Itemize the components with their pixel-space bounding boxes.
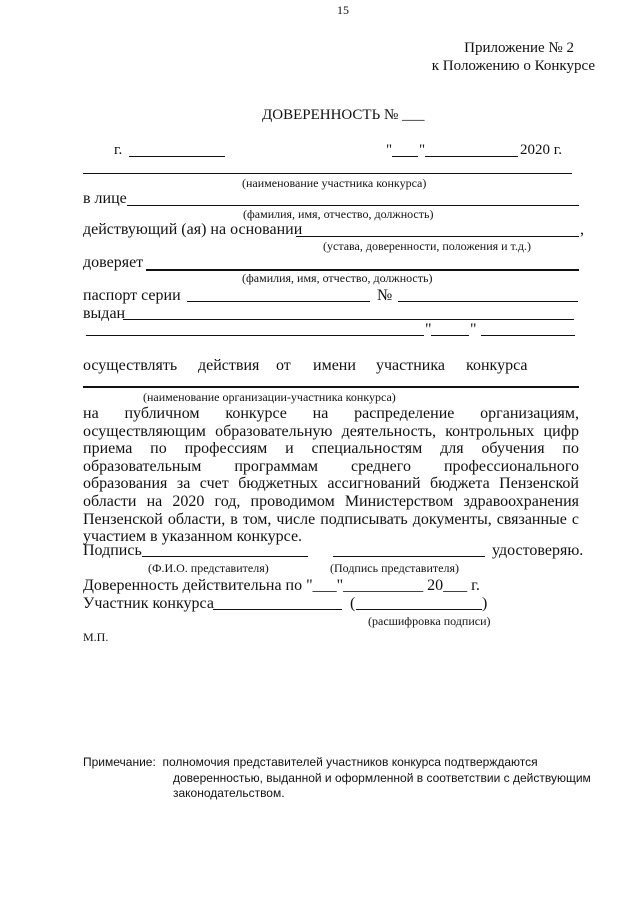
appendix-line-1: Приложение № 2 bbox=[464, 40, 574, 56]
note-label: Примечание: bbox=[83, 755, 156, 769]
main-paragraph: на публичном конкурсе на распределение организациям, осуществляющим образовательную деятельность, контрольных цифр приема по профессиям и специальностям для обучения по образовательным программам среднего профессионального образования за счет бюджетных ассигнований бюджета Пензенской области на 2020 год, проводимом Министерством здравоохранения Пензенской области, в том, числе подписывать документы, связанные с участием в указанном конкурсе. bbox=[83, 405, 579, 546]
in-person-blank[interactable] bbox=[127, 205, 579, 206]
passport-number-blank[interactable] bbox=[398, 301, 578, 302]
powers-word-6: конкурса bbox=[466, 357, 528, 374]
note-block bbox=[83, 755, 591, 802]
page-number: 15 bbox=[337, 3, 349, 17]
issued-blank-2[interactable] bbox=[86, 335, 424, 336]
powers-word-3: от bbox=[276, 357, 291, 374]
day-blank[interactable] bbox=[392, 156, 418, 157]
passport-series-blank[interactable] bbox=[187, 301, 370, 302]
label-certify: удостоверяю. bbox=[492, 542, 584, 559]
month-blank[interactable] bbox=[425, 156, 518, 157]
note-line-1: полномочия представителей участников конкурса подтверждаются bbox=[162, 755, 538, 769]
paren-open: ( bbox=[350, 595, 356, 612]
city-blank[interactable] bbox=[129, 156, 225, 157]
paren-close: ) bbox=[482, 595, 488, 612]
issued-quote-close: " bbox=[470, 321, 477, 338]
label-passport-series: паспорт серии bbox=[83, 287, 181, 304]
caption-basis: (устава, доверенности, положения и т.д.) bbox=[323, 239, 532, 253]
note-line-2: доверенностью, выданной и оформленной в соответствии с действующим bbox=[173, 770, 591, 785]
issued-day-blank[interactable] bbox=[431, 335, 469, 336]
basis-comma: , bbox=[580, 221, 584, 238]
powers-word-4: имени bbox=[313, 357, 356, 374]
caption-org-name: (наименование организации-участника конкурса) bbox=[143, 390, 396, 404]
caption-fio-position-2: (фамилия, имя, отчество, должность) bbox=[242, 271, 433, 285]
caption-sign-decoding: (расшифровка подписи) bbox=[368, 614, 491, 628]
caption-rep-fio: (Ф.И.О. представителя) bbox=[148, 561, 269, 575]
signature-fio-blank[interactable] bbox=[142, 556, 308, 557]
org-name-blank[interactable] bbox=[83, 386, 579, 388]
note-line-3: законодательством. bbox=[173, 786, 285, 800]
caption-rep-sign: (Подпись представителя) bbox=[330, 561, 459, 575]
label-issued: выдан bbox=[83, 305, 126, 322]
city-prefix: г. bbox=[114, 142, 123, 158]
date-quote-close: " bbox=[419, 142, 426, 158]
document-title: ДОВЕРЕННОСТЬ № ___ bbox=[262, 107, 425, 123]
caption-fio-position: (фамилия, имя, отчество, должность) bbox=[243, 207, 434, 221]
label-acting-basis: действующий (ая) на основании bbox=[83, 221, 303, 238]
participant-name-blank[interactable] bbox=[83, 173, 572, 174]
label-participant: Участник конкурса bbox=[83, 595, 214, 612]
label-in-person: в лице bbox=[83, 190, 127, 207]
appendix-line-2: к Положению о Конкурсе bbox=[431, 58, 595, 74]
issued-quote-open: " bbox=[425, 321, 432, 338]
issued-month-blank[interactable] bbox=[481, 335, 575, 336]
basis-blank[interactable] bbox=[296, 236, 579, 237]
valid-until-line: Доверенность действительна по "___"__________ 20___ г. bbox=[83, 577, 480, 594]
signature-sign-blank[interactable] bbox=[333, 556, 485, 557]
participant-decoding-blank[interactable] bbox=[356, 609, 482, 610]
label-signature: Подпись bbox=[83, 542, 142, 559]
powers-word-2: действия bbox=[198, 357, 260, 374]
date-quote-open: " bbox=[386, 142, 393, 158]
passport-number-sign: № bbox=[377, 287, 393, 304]
issued-blank[interactable] bbox=[123, 319, 574, 320]
powers-word-5: участника bbox=[376, 357, 445, 374]
caption-participant-name: (наименование участника конкурса) bbox=[242, 176, 427, 190]
date-year: 2020 г. bbox=[520, 142, 562, 158]
powers-word-1: осуществлять bbox=[83, 357, 178, 374]
stamp-label: М.П. bbox=[83, 630, 109, 644]
label-trusts: доверяет bbox=[83, 254, 144, 271]
participant-sign-blank[interactable] bbox=[213, 609, 342, 610]
